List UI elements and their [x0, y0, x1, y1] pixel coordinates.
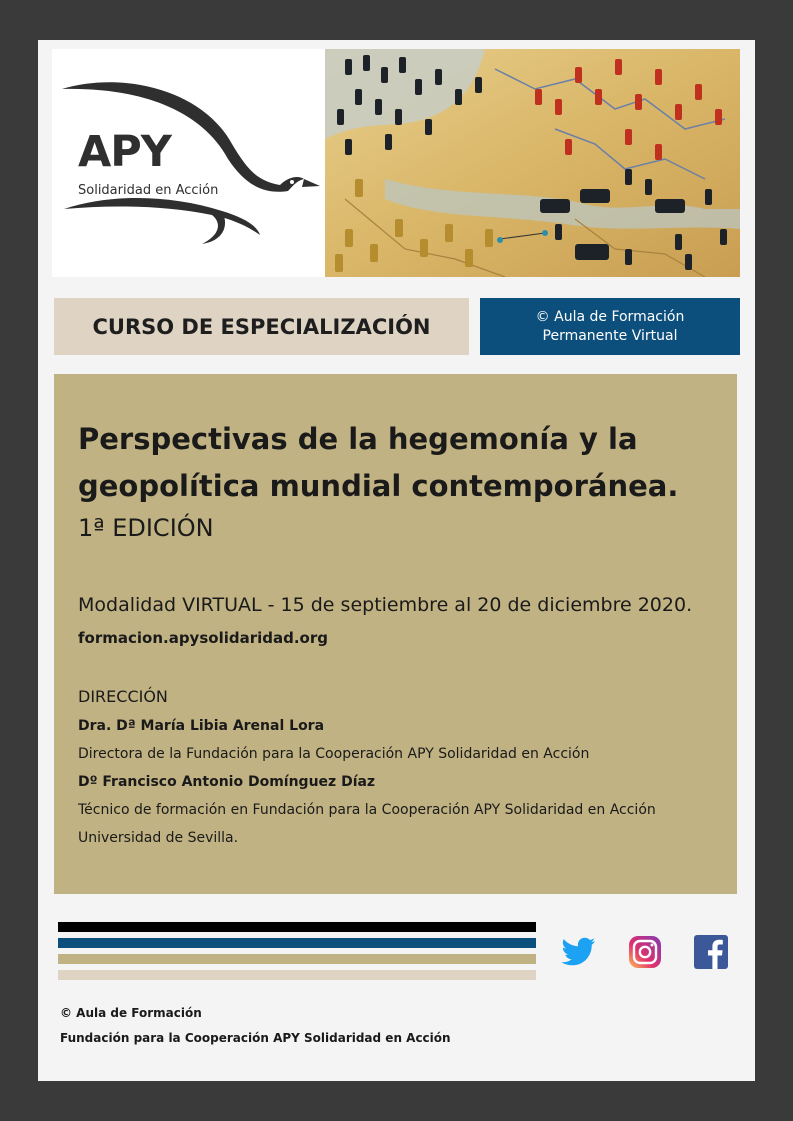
stripe-black: [58, 922, 536, 932]
footer-foundation: Fundación para la Cooperación APY Solidaridad en Acción: [60, 1031, 451, 1045]
stripe-navy: [58, 938, 536, 948]
logo-tagline: Solidaridad en Acción: [78, 183, 219, 198]
course-edition: 1ª EDICIÓN: [78, 514, 214, 542]
footer-copyright: © Aula de Formación: [60, 1006, 202, 1020]
flyer-page: [38, 40, 755, 1081]
course-type-banner: CURSO DE ESPECIALIZACIÓN: [54, 298, 469, 355]
logo-brand: APY: [78, 127, 171, 177]
course-title: [78, 416, 718, 510]
stripe-khaki: [58, 954, 536, 964]
aula-line-1: © Aula de Formación: [535, 308, 685, 325]
course-info-panel: [54, 374, 737, 894]
director-2-name: Dº Francisco Antonio Domínguez Díaz: [78, 774, 376, 790]
apy-logo: [52, 49, 325, 277]
stripe-beige: [58, 970, 536, 980]
aula-line-2: Permanente Virtual: [542, 327, 678, 344]
director-2-affiliation: Universidad de Sevilla.: [78, 830, 239, 846]
course-website-link[interactable]: formacion.apysolidaridad.org: [78, 629, 328, 647]
director-2-role: Técnico de formación en Fundación para la Cooperación APY Solidaridad en Acción: [78, 802, 656, 818]
instagram-icon[interactable]: [627, 934, 663, 970]
aula-banner: [480, 298, 740, 355]
director-1-name: Dra. Dª María Libia Arenal Lora: [78, 718, 325, 734]
direction-heading: DIRECCIÓN: [78, 687, 168, 706]
twitter-icon[interactable]: [561, 934, 597, 970]
director-1-role: Directora de la Fundación para la Cooperación APY Solidaridad en Acción: [78, 746, 590, 762]
course-title-line-1: Perspectivas de la hegemonía y la: [78, 422, 638, 456]
facebook-icon[interactable]: [693, 934, 729, 970]
course-title-line-2: geopolítica mundial contemporánea.: [78, 469, 679, 503]
course-modality: Modalidad VIRTUAL - 15 de septiembre al 20 de diciembre 2020.: [78, 594, 693, 616]
header-photo-map-soldiers: [325, 49, 740, 277]
